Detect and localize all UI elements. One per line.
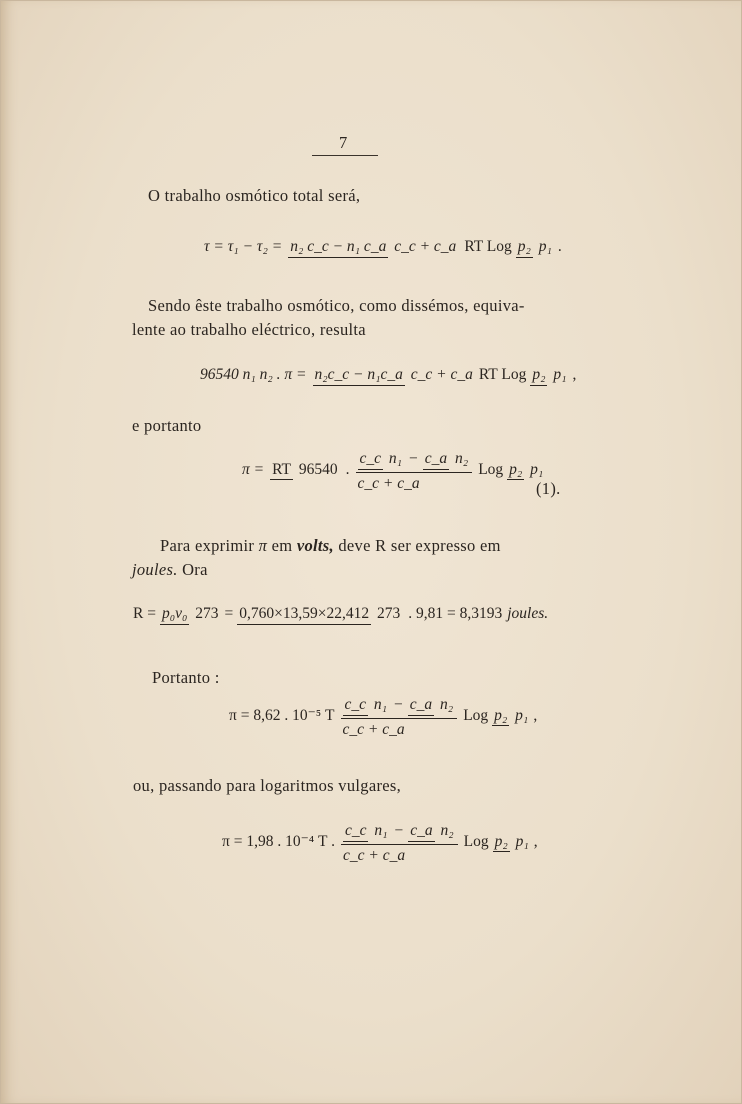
- p4-pi: π: [258, 536, 268, 555]
- eq6-pressure-fraction: [493, 831, 531, 853]
- eq6-end: ,: [533, 832, 538, 850]
- equation-label-1: (1).: [536, 479, 561, 498]
- eq2-denominator: c_c + c_a: [410, 366, 473, 383]
- eq2-end: ,: [572, 365, 577, 383]
- eq5-minus: −: [394, 696, 403, 713]
- paragraph-intro: O trabalho osmótico total será,: [148, 186, 361, 205]
- eq3-compound-fraction: [356, 448, 473, 491]
- eq3-p2: p₂: [507, 462, 524, 481]
- eq5-n2: n₂: [440, 696, 454, 713]
- eq4-eq: =: [224, 604, 234, 622]
- eq1-rt-log: RT Log: [464, 237, 512, 255]
- eq5-end: ,: [533, 706, 538, 724]
- eq2-rt-log: RT Log: [478, 365, 527, 383]
- eq3-pressure-fraction: [507, 459, 545, 481]
- equation-osmotic-work: [204, 236, 562, 258]
- p4-part1: Para exprimir: [160, 536, 255, 555]
- eq3-ca: c_a: [423, 451, 449, 470]
- eq5-cc-over-n1: [343, 694, 390, 716]
- eq6-cc: c_c: [343, 823, 369, 842]
- eq5-cc: c_c: [343, 697, 369, 716]
- paragraph-electric-work-line2: lente ao trabalho eléctrico, resulta: [132, 320, 366, 339]
- eq1-numerator: n₂ c_c − n₁ c_a: [288, 239, 388, 258]
- eq4-lhs: R =: [133, 604, 156, 622]
- eq3-log: Log: [478, 460, 504, 478]
- paragraph-portanto: e portanto: [132, 416, 202, 435]
- eq6-p1: p₁: [515, 832, 529, 850]
- eq6-cc-over-n1: [343, 820, 390, 842]
- eq5-compound-fraction: [341, 694, 458, 737]
- eq3-p1: p₁: [530, 460, 544, 478]
- eq6-p2: p₂: [493, 834, 510, 853]
- eq4-273-b: 273: [377, 605, 401, 622]
- eq2-p2: p₂: [530, 367, 547, 386]
- eq3-rt-num: RT: [270, 462, 293, 481]
- eq5-compound-numerator: [341, 694, 458, 719]
- eq2-p1: p₁: [553, 366, 567, 383]
- eq3-n2: n₂: [455, 450, 469, 467]
- eq1-p1: p₁: [538, 238, 552, 255]
- eq1-denominator: c_c + c_a: [394, 238, 457, 255]
- eq5-pressure-fraction: [492, 705, 530, 727]
- eq6-compound-denominator: c_c + c_a: [342, 846, 406, 864]
- eq2-lhs: 96540 n₁ n₂ . π =: [200, 365, 307, 383]
- equation-pi-1: [242, 448, 545, 491]
- eq3-dot: .: [345, 460, 350, 478]
- eq4-product: 0,760×13,59×22,412: [237, 606, 371, 625]
- eq3-rt-den: 96540: [298, 460, 338, 478]
- eq6-log: Log: [463, 832, 489, 850]
- eq5-lhs: π = 8,62 . 10⁻⁵ T: [229, 707, 335, 724]
- paragraph-volts-line1: [160, 536, 501, 556]
- p4-part3: deve R ser expresso em: [338, 536, 501, 555]
- p4-joules: joules.: [132, 560, 178, 579]
- eq6-n1: n₁: [374, 822, 388, 839]
- page-number: 7: [339, 133, 348, 152]
- equation-r-value: [133, 603, 548, 625]
- eq6-compound-numerator: [341, 820, 458, 845]
- eq6-n2: n₂: [440, 822, 454, 839]
- eq5-p1: p₁: [515, 706, 529, 724]
- eq2-fraction: [313, 364, 475, 386]
- paragraph-electric-work-line1: Sendo êste trabalho osmótico, como dissémos, equiva-: [148, 296, 525, 315]
- eq2-pressure-fraction: [530, 364, 568, 386]
- eq1-end: .: [557, 237, 562, 255]
- eq3-compound-denominator: c_c + c_a: [357, 474, 420, 492]
- eq6-compound-fraction: [341, 820, 458, 863]
- eq3-n1: n₁: [388, 450, 403, 467]
- eq1-p2: p₂: [516, 239, 533, 258]
- eq1-fraction: [288, 236, 458, 258]
- paragraph-volts-line2: [132, 560, 208, 580]
- eq4-fraction-2: [237, 603, 402, 625]
- eq3-minus: −: [409, 450, 418, 467]
- eq6-lhs: π = 1,98 . 10⁻⁴ T .: [222, 833, 335, 850]
- eq5-compound-denominator: c_c + c_a: [342, 720, 405, 738]
- eq3-lhs: π =: [242, 460, 265, 478]
- p4-part2: em: [271, 536, 293, 555]
- paragraph-logarithms: ou, passando para logaritmos vulgares,: [133, 776, 402, 795]
- equation-pi-3: [222, 820, 538, 863]
- eq4-p0v0: p₀v₀: [160, 606, 189, 625]
- p4-ora: Ora: [182, 560, 208, 579]
- eq6-minus: −: [394, 822, 404, 839]
- eq6-ca: c_a: [408, 823, 434, 842]
- eq5-ca-over-n2: [408, 694, 455, 716]
- eq1-pressure-fraction: [516, 236, 554, 258]
- eq3-ca-over-n2: [423, 448, 470, 470]
- equation-electric-work: [200, 364, 576, 386]
- eq4-fraction-1: [160, 603, 221, 625]
- eq6-ca-over-n2: [408, 820, 455, 842]
- eq5-log: Log: [463, 706, 489, 724]
- eq1-lhs: τ = τ₁ − τ₂ =: [204, 237, 283, 255]
- eq3-cc-over-n1: [358, 448, 405, 470]
- eq4-273-a: 273: [195, 605, 219, 622]
- eq2-numerator: n₂c_c − n₁c_a: [313, 367, 405, 386]
- eq5-p2: p₂: [492, 708, 509, 727]
- eq3-compound-numerator: [356, 448, 473, 473]
- eq3-rt-fraction: [270, 459, 340, 481]
- eq5-n1: n₁: [373, 696, 388, 713]
- paragraph-portanto-colon: Portanto :: [152, 668, 220, 687]
- p4-volts: volts,: [296, 536, 334, 555]
- eq5-ca: c_a: [408, 697, 434, 716]
- eq4-rest: . 9,81 = 8,3193: [408, 604, 503, 622]
- eq4-unit: joules.: [507, 604, 549, 622]
- eq3-cc: c_c: [358, 451, 384, 470]
- page-number-rule: [312, 155, 378, 156]
- equation-pi-2: [229, 694, 537, 737]
